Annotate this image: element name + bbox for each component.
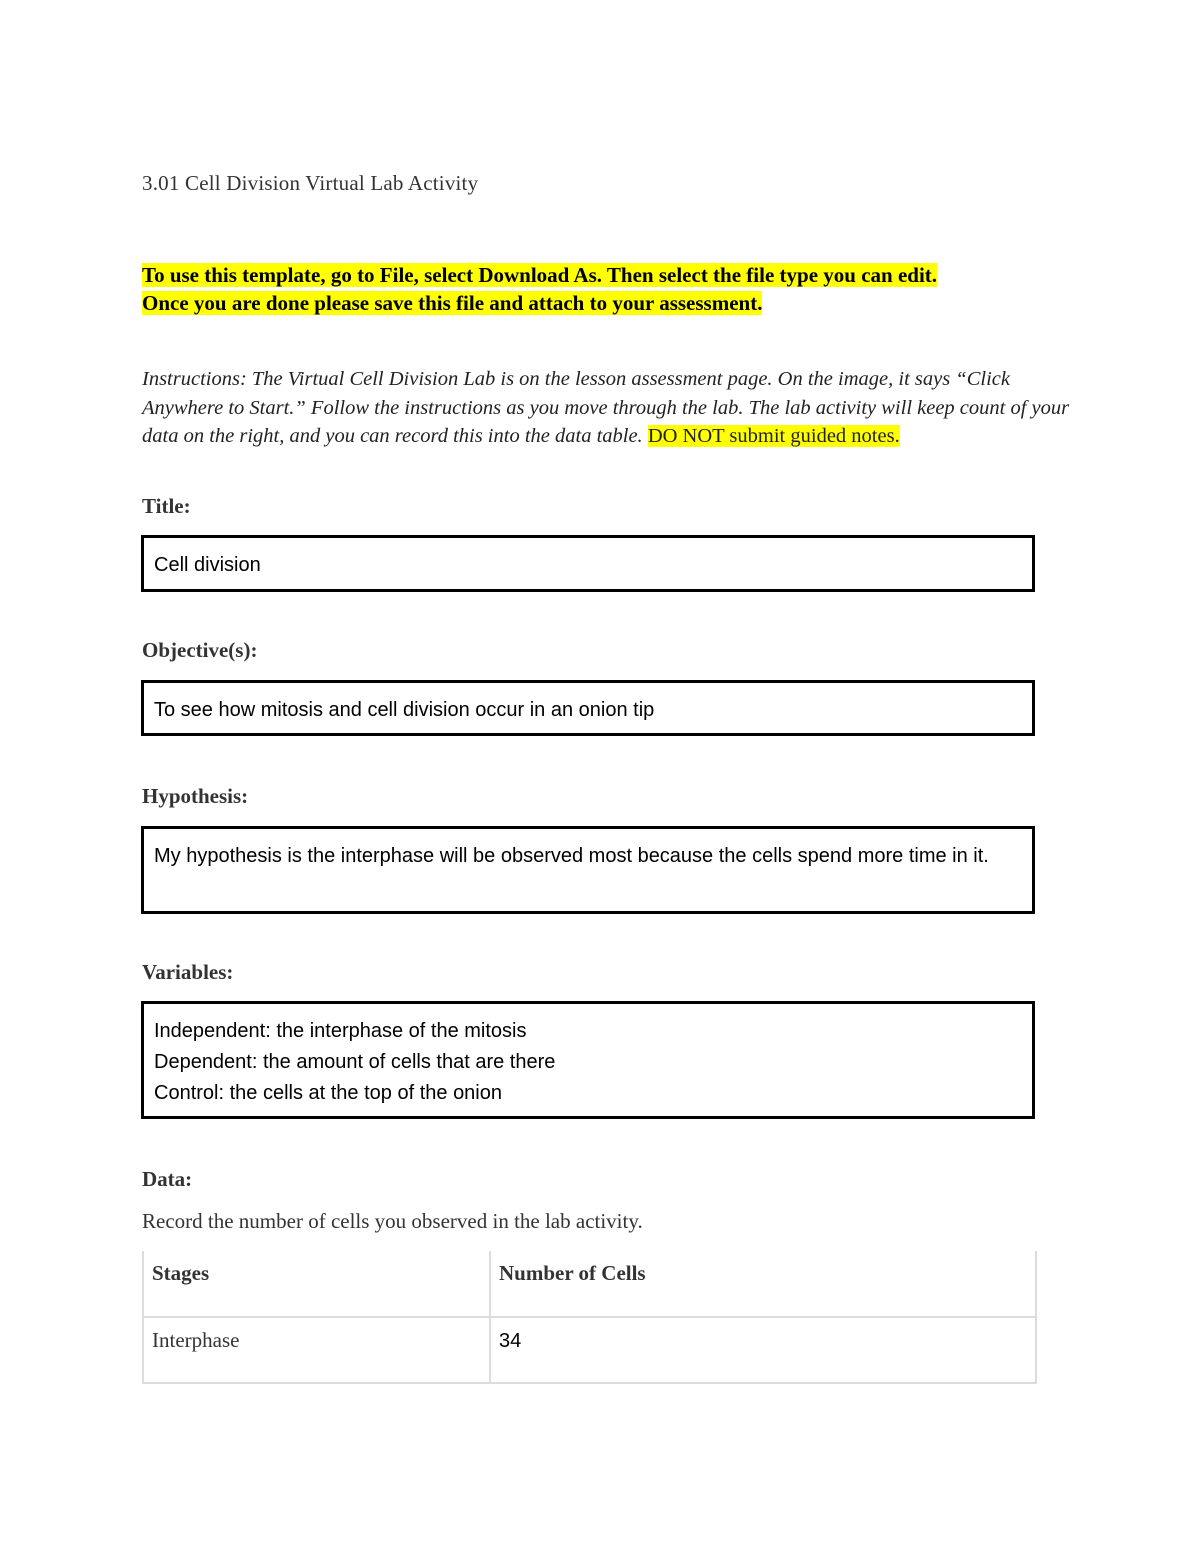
document-title: 3.01 Cell Division Virtual Lab Activity — [142, 171, 479, 195]
template-notice — [142, 261, 1102, 317]
table-row — [143, 1317, 1036, 1383]
hypothesis-answer-box[interactable] — [141, 826, 1035, 914]
instructions-text: Instructions: The Virtual Cell Division Lab is on the lesson assessment page. On the image, it says “Click Anywhere to Start.” Follow the instructions as you move through the lab. The lab activity will keep count of your data on the right, and you can record this into the data table. — [142, 368, 1070, 447]
title-label: Title: — [142, 494, 191, 518]
objective-answer-box[interactable] — [141, 680, 1035, 736]
header-stages: Stages — [152, 1261, 210, 1285]
instructions-paragraph — [142, 365, 1082, 451]
variable-independent: Independent: the interphase of the mitosis — [154, 1020, 527, 1042]
notice-line-1: To use this template, go to File, select Download As. Then select the file type you can edit. — [142, 263, 938, 287]
instructions-highlight: DO NOT submit guided notes. — [647, 425, 900, 447]
hypothesis-answer: My hypothesis is the interphase will be observed most because the cells spend more time in it. — [154, 845, 989, 867]
variables-answer-box[interactable] — [141, 1001, 1035, 1119]
table-cell[interactable] — [143, 1317, 490, 1383]
variables-label: Variables: — [142, 960, 234, 984]
cell-count: 34 — [499, 1330, 522, 1352]
header-number-of-cells: Number of Cells — [499, 1261, 646, 1285]
table-cell[interactable] — [490, 1317, 1036, 1383]
variable-control: Control: the cells at the top of the onion — [154, 1082, 502, 1104]
objective-label: Objective(s): — [142, 638, 258, 662]
title-answer-box[interactable] — [141, 535, 1035, 592]
data-label: Data: — [142, 1167, 193, 1191]
data-instruction: Record the number of cells you observed in the lab activity. — [142, 1209, 643, 1233]
table-header-row — [143, 1251, 1036, 1317]
title-answer: Cell division — [154, 554, 261, 576]
variable-dependent: Dependent: the amount of cells that are there — [154, 1051, 556, 1073]
hypothesis-label: Hypothesis: — [142, 784, 249, 808]
table-header-cell — [143, 1251, 490, 1317]
stage-name: Interphase — [152, 1328, 240, 1352]
notice-line-2: Once you are done please save this file and attach to your assessment. — [142, 291, 763, 315]
data-table — [142, 1251, 1037, 1384]
objective-answer: To see how mitosis and cell division occur in an onion tip — [154, 699, 655, 721]
table-header-cell — [490, 1251, 1036, 1317]
